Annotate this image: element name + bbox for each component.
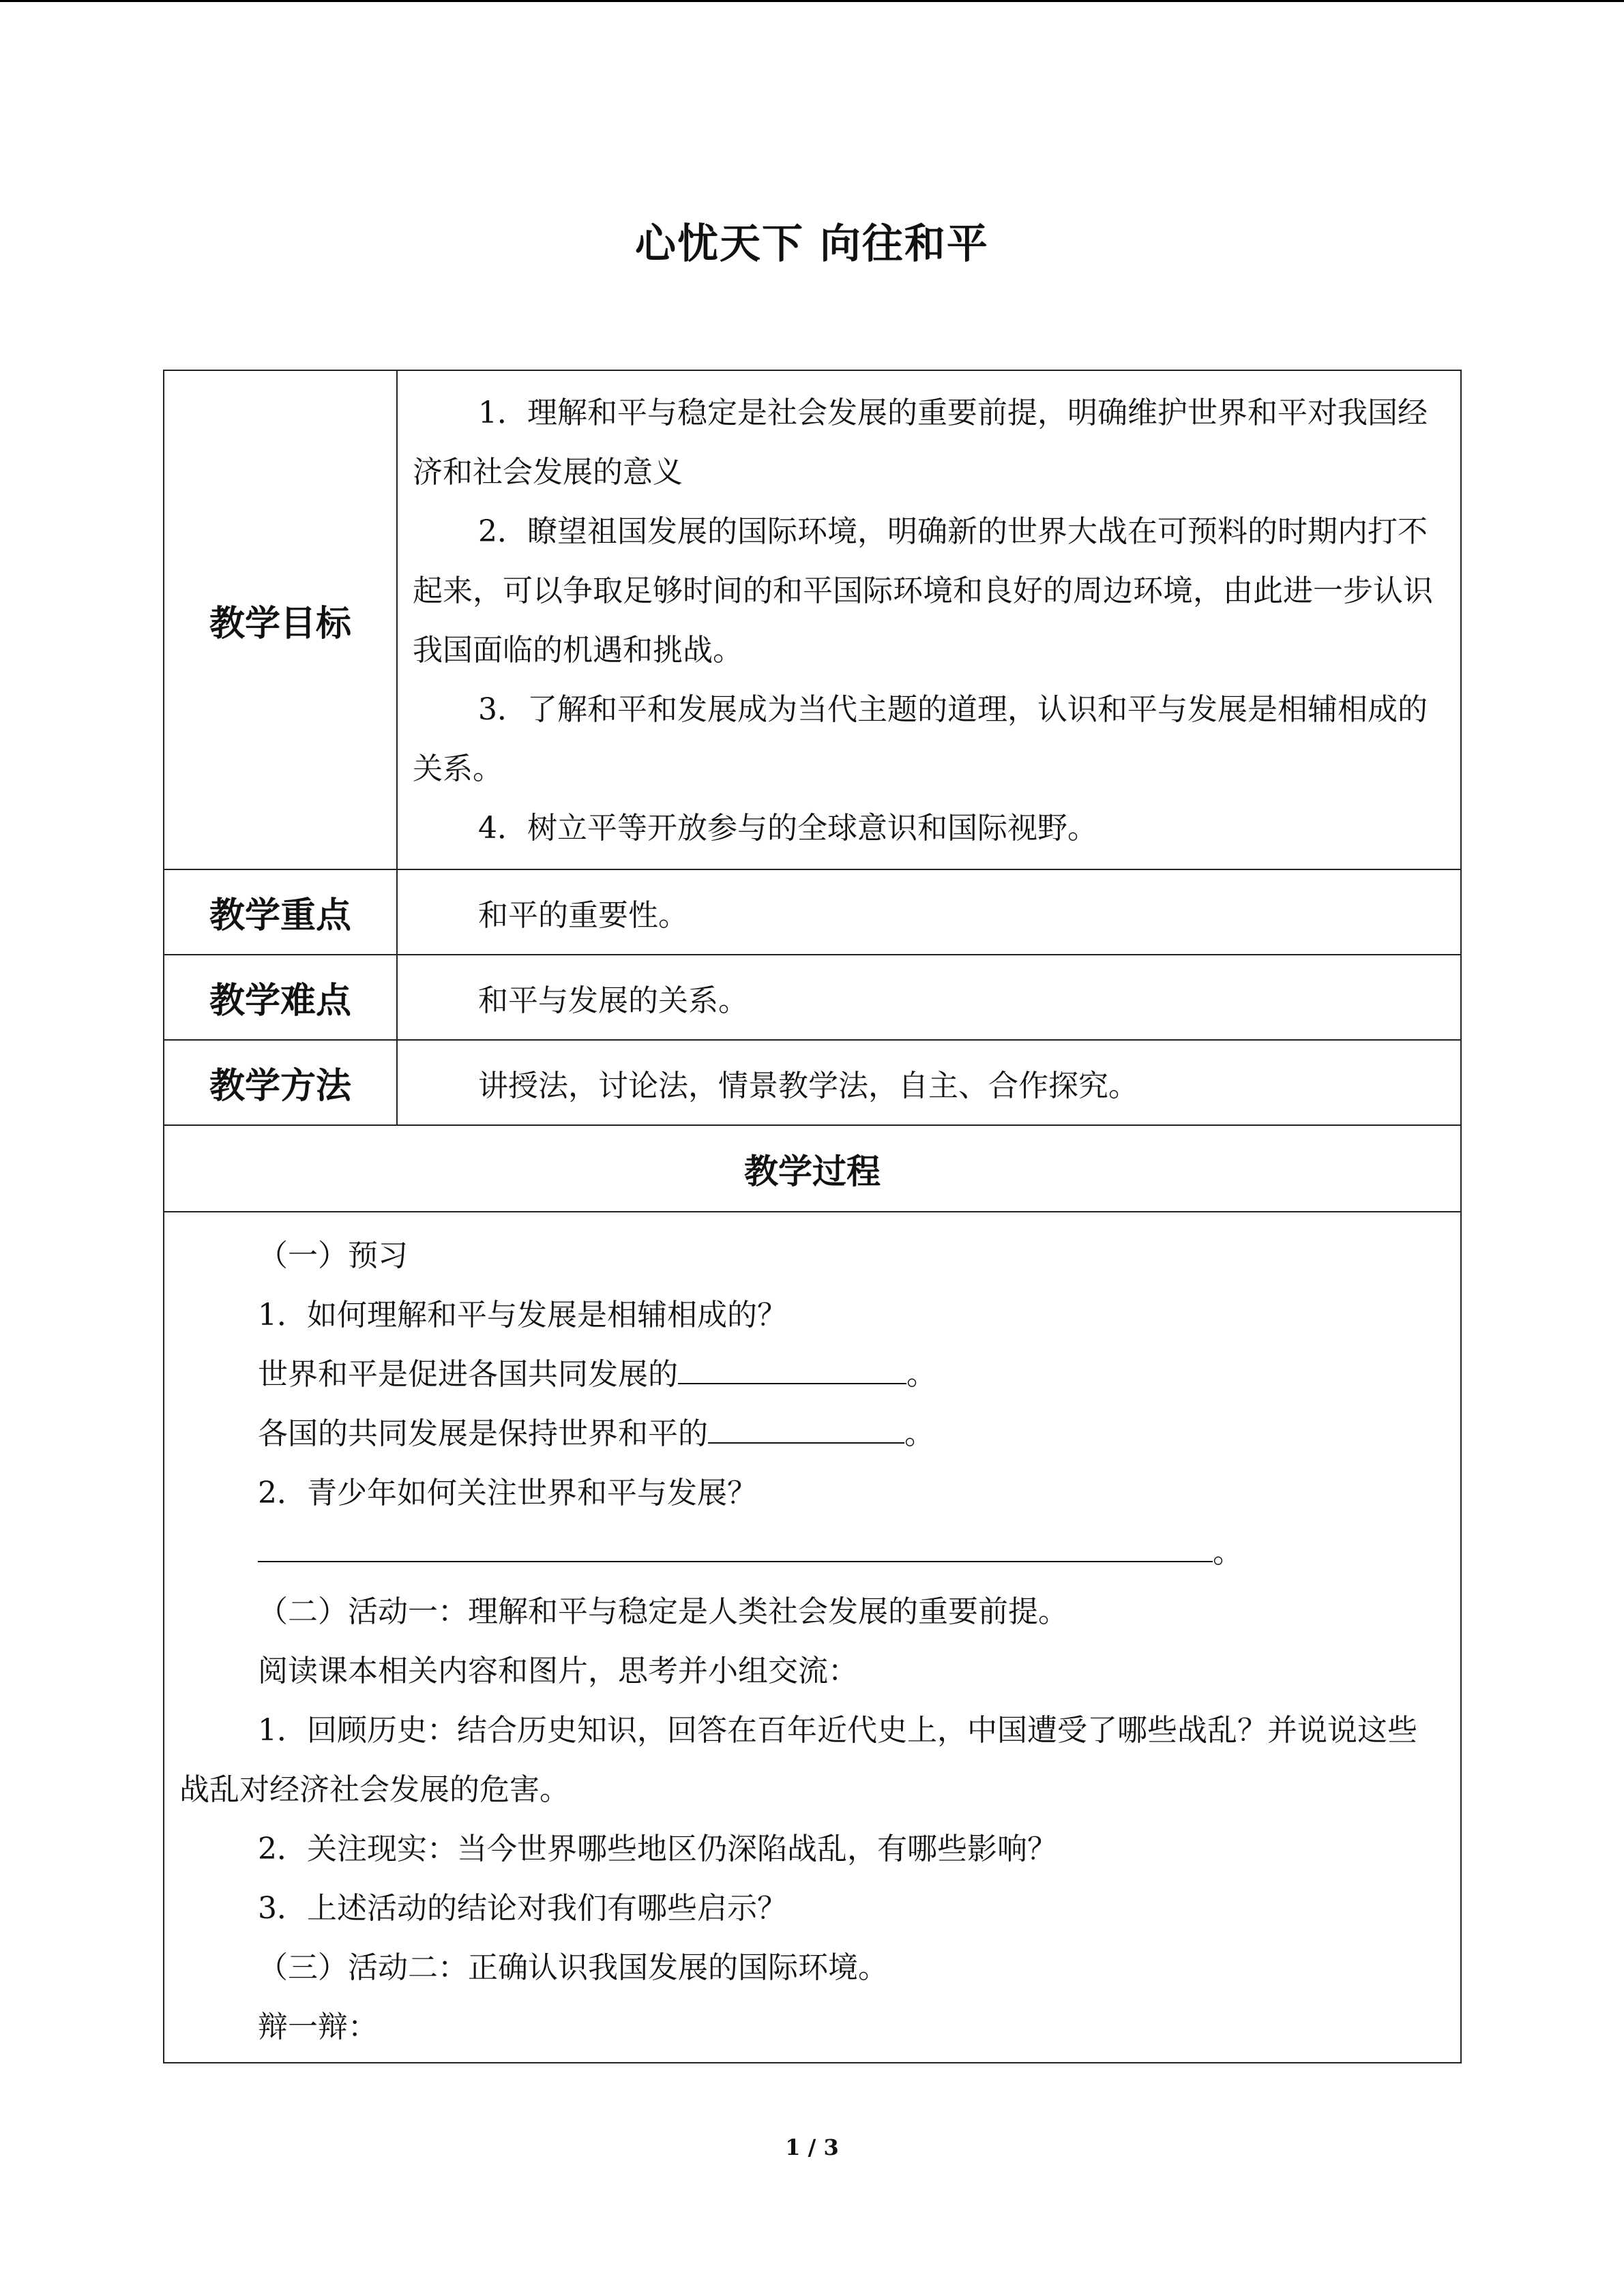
difficulty-text: 和平与发展的关系。: [397, 955, 1461, 1040]
activity-2-title: （三）活动二：正确认识我国发展的国际环境。: [258, 1950, 888, 1985]
lesson-plan-table: [163, 370, 1462, 2063]
debate-label: 辩一辩：: [258, 2010, 378, 2044]
label-method: 教学方法: [164, 1040, 397, 1125]
goal-item-1: 1．理解和平与稳定是社会发展的重要前提，明确维护世界和平对我国经济和社会发展的意义: [413, 396, 1428, 490]
period-1: 。: [906, 1357, 936, 1392]
preview-title: （一）预习: [258, 1238, 408, 1273]
answer-blank-3[interactable]: [258, 1534, 1213, 1562]
goal-item-4: 4．树立平等开放参与的全球意识和国际视野。: [478, 811, 1097, 846]
label-teaching-goals: 教学目标: [164, 370, 397, 869]
goal-item-2: 2．瞭望祖国发展的国际环境，明确新的世界大战在可预料的时期内打不起来，可以争取足够时间的和平国际环境和良好的周边环境，由此进一步认识我国面临的机遇和挑战。: [413, 514, 1433, 668]
label-difficulty: 教学难点: [164, 955, 397, 1040]
activity-1-question-3: 3．上述活动的结论对我们有哪些启示？: [258, 1891, 787, 1926]
process-heading: 教学过程: [164, 1125, 1461, 1212]
activity-1-question-1: 1．回顾历史：结合历史知识，回答在百年近代史上，中国遭受了哪些战乱？并说说这些战乱对经济社会发展的危害。: [179, 1713, 1417, 1807]
question-1a-text: 世界和平是促进各国共同发展的: [258, 1357, 678, 1392]
question-1b-text: 各国的共同发展是保持世界和平的: [258, 1416, 708, 1451]
activity-1-title: （二）活动一：理解和平与稳定是人类社会发展的重要前提。: [258, 1594, 1068, 1629]
process-content: [164, 1212, 1461, 2063]
document-title: 心忧天下 向往和平: [635, 220, 989, 268]
preview-question-1b: [179, 1404, 1440, 1463]
teaching-goals-content: [397, 370, 1461, 869]
row-teaching-goals: [164, 370, 1461, 869]
answer-blank-2[interactable]: [708, 1415, 904, 1444]
answer-blank-1[interactable]: [678, 1356, 906, 1384]
row-process-content: [164, 1212, 1461, 2063]
preview-question-1a: [179, 1345, 1440, 1404]
row-process-heading: [164, 1125, 1461, 1212]
period-2: 。: [904, 1416, 934, 1451]
key-point-text: 和平的重要性。: [397, 869, 1461, 955]
row-method: [164, 1040, 1461, 1125]
preview-answer-line: [179, 1523, 1440, 1582]
row-difficulty: [164, 955, 1461, 1040]
top-border-line: [0, 0, 1624, 2]
activity-1-intro: 阅读课本相关内容和图片，思考并小组交流：: [258, 1654, 858, 1688]
page-number: 1 / 3: [785, 2134, 839, 2160]
goal-item-3: 3．了解和平和发展成为当代主题的道理，认识和平与发展是相辅相成的关系。: [413, 692, 1428, 786]
period-3: 。: [1213, 1535, 1243, 1570]
preview-question-2: 2．青少年如何关注世界和平与发展？: [258, 1476, 757, 1510]
method-text: 讲授法，讨论法，情景教学法，自主、合作探究。: [397, 1040, 1461, 1125]
label-key-point: 教学重点: [164, 869, 397, 955]
preview-question-1: 1．如何理解和平与发展是相辅相成的？: [258, 1298, 787, 1332]
activity-1-question-2: 2．关注现实：当今世界哪些地区仍深陷战乱，有哪些影响？: [258, 1832, 1057, 1866]
row-key-point: [164, 869, 1461, 955]
